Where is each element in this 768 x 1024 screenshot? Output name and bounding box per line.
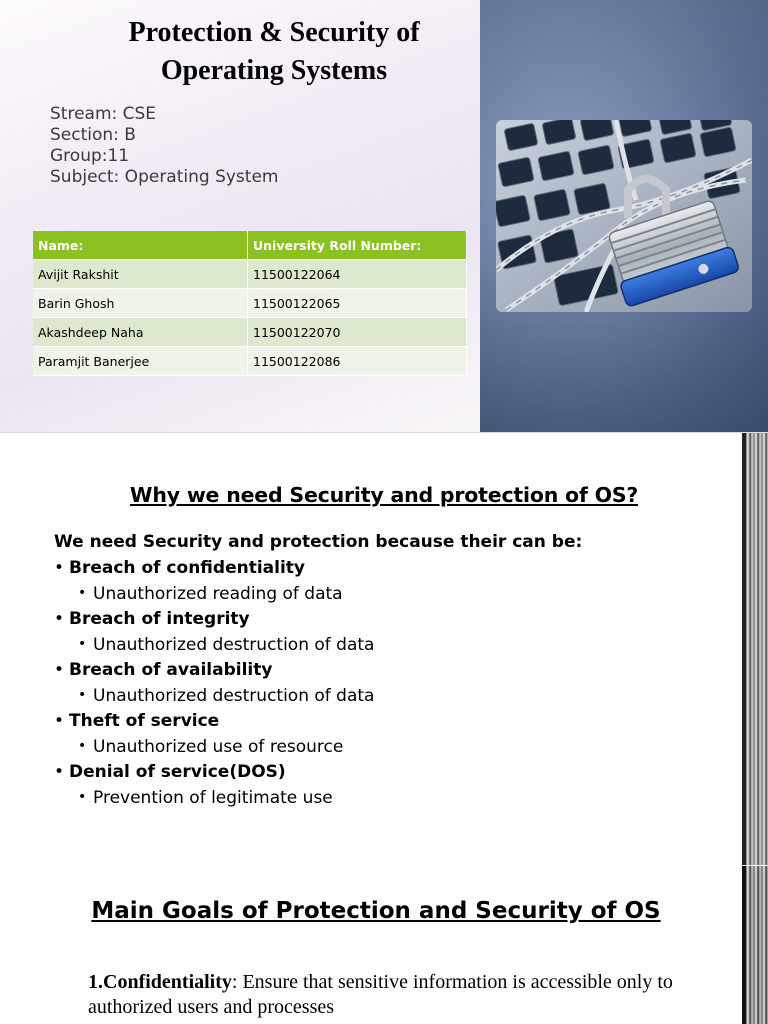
subject-text: Subject: Operating System	[50, 167, 279, 187]
title-line-2: Operating Systems	[160, 55, 388, 86]
decorative-border	[742, 866, 768, 1024]
table-cell-roll: 11500122064	[248, 260, 467, 289]
list-item: • Breach of availability	[54, 658, 714, 683]
table-cell-roll: 11500122086	[248, 347, 467, 376]
group-text: Group:11	[50, 146, 130, 166]
table-row	[33, 318, 467, 347]
list-item: • Breach of integrity	[54, 607, 714, 632]
list-subitem: • Unauthorized destruction of data	[54, 632, 714, 658]
table-cell-name: Barin Ghosh	[33, 289, 248, 318]
table-row	[33, 347, 467, 376]
title-line-1: Protection & Security of	[128, 17, 420, 48]
list-subitem: • Unauthorized reading of data	[54, 581, 714, 607]
why-security-slide	[0, 433, 768, 865]
list-subitem: • Unauthorized use of resource	[54, 734, 714, 760]
title-slide	[0, 0, 768, 432]
table-row	[33, 260, 467, 289]
goal-point	[88, 970, 708, 1020]
member-table	[33, 231, 467, 376]
course-meta	[50, 104, 278, 188]
table-cell-name: Akashdeep Naha	[33, 318, 248, 347]
list-subitem: • Prevention of legitimate use	[54, 785, 714, 811]
table-cell-name: Paramjit Banerjee	[33, 347, 248, 376]
list-item: • Denial of service(DOS)	[54, 760, 714, 785]
table-cell-roll: 11500122070	[248, 318, 467, 347]
section-text: Section: B	[50, 125, 136, 145]
goal-description: : Ensure that sensitive information is accessible only to authorized users and processes	[88, 971, 673, 1018]
table-header-row	[33, 231, 467, 260]
stream-text: Stream: CSE	[50, 104, 157, 124]
goal-label: 1.Confidentiality	[88, 971, 232, 993]
padlock-chained-keyboard-icon	[496, 120, 752, 312]
main-goals-slide	[0, 866, 768, 1024]
slide-heading: Main Goals of Protection and Security of OS	[91, 898, 661, 924]
table-row	[33, 289, 467, 318]
table-cell-name: Avijit Rakshit	[33, 260, 248, 289]
bullet-list	[54, 530, 714, 811]
table-header-roll: University Roll Number:	[248, 231, 467, 260]
list-item: • Breach of confidentiality	[54, 556, 714, 581]
slide-heading: Why we need Security and protection of OS?	[129, 483, 639, 507]
presentation-title	[40, 14, 508, 90]
list-subitem: • Unauthorized destruction of data	[54, 683, 714, 709]
list-item: • Theft of service	[54, 709, 714, 734]
intro-text: We need Security and protection because their can be:	[54, 532, 583, 552]
table-cell-roll: 11500122065	[248, 289, 467, 318]
table-header-name: Name:	[33, 231, 248, 260]
